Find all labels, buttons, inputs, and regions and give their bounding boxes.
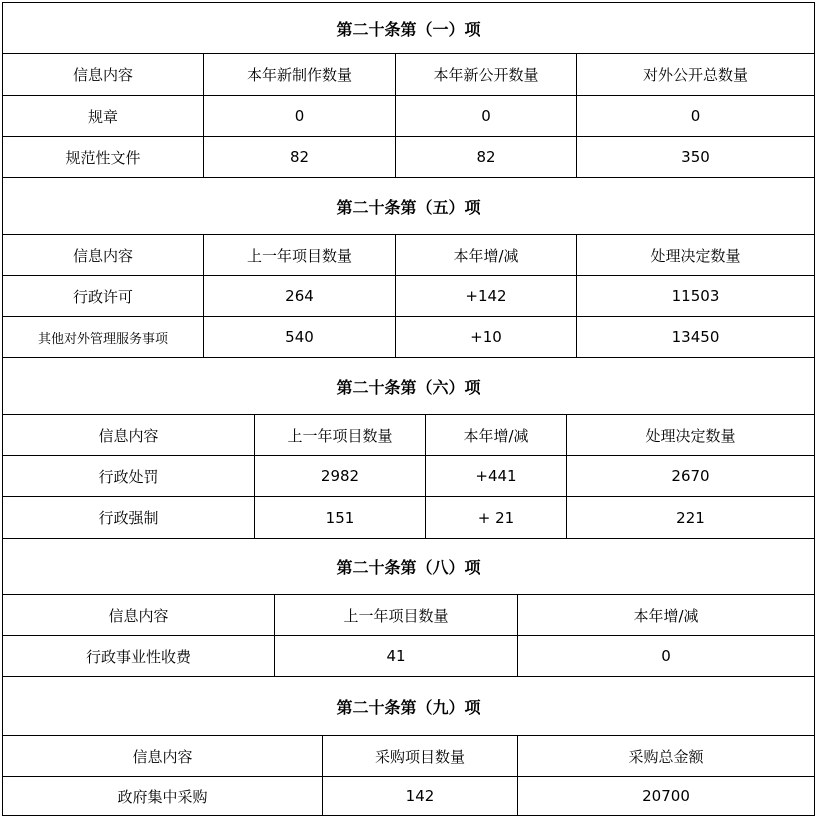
header-cell: 信息内容 [3, 736, 323, 776]
table-cell: 其他对外管理服务事项 [3, 317, 204, 357]
table-cell: 0 [204, 96, 396, 136]
table-cell: 2982 [255, 456, 426, 496]
table-cell: 行政强制 [3, 497, 255, 538]
table-cell: 540 [204, 317, 396, 357]
section-title: 第二十条第（八）项 [3, 539, 814, 595]
table-cell: +441 [426, 456, 567, 496]
header-cell: 本年新公开数量 [396, 54, 577, 95]
header-cell: 本年新制作数量 [204, 54, 396, 95]
header-cell: 信息内容 [3, 54, 204, 95]
section-title: 第二十条第（六）项 [3, 358, 814, 415]
header-cell: 本年增/减 [426, 415, 567, 455]
table-header-row [3, 595, 814, 636]
table-row [3, 456, 814, 497]
table-header-row [3, 235, 814, 276]
table-cell: 0 [690, 107, 701, 125]
table-row [3, 497, 814, 539]
disclosure-table [2, 2, 815, 816]
header-cell: 本年增/减 [633, 606, 699, 625]
table-cell: 142 [323, 777, 518, 815]
table-cell: 2670 [671, 467, 710, 485]
table-header-row [3, 736, 814, 777]
table-cell: +10 [396, 317, 577, 357]
header-cell: 本年增/减 [396, 235, 577, 275]
table-cell: 0 [661, 647, 671, 665]
table-cell: 221 [676, 508, 705, 527]
table-header-row [3, 415, 814, 456]
table-cell: 13450 [671, 328, 720, 346]
header-cell: 对外公开总数量 [642, 66, 748, 84]
table-cell: 规章 [3, 96, 204, 136]
table-cell: + 21 [426, 497, 567, 538]
header-cell: 上一年项目数量 [255, 415, 426, 455]
section-title: 第二十条第（一）项 [3, 3, 814, 54]
header-cell: 上一年项目数量 [204, 235, 396, 275]
header-cell: 上一年项目数量 [275, 595, 518, 635]
table-cell: 41 [275, 636, 518, 676]
table-cell: 11503 [671, 287, 720, 305]
header-cell: 处理决定数量 [645, 426, 736, 445]
header-cell: 信息内容 [3, 595, 275, 635]
table-row [3, 777, 814, 815]
table-cell: +142 [396, 276, 577, 316]
header-cell: 采购总金额 [628, 747, 704, 766]
table-cell: 82 [204, 137, 396, 177]
table-cell: 350 [681, 148, 710, 166]
header-cell: 信息内容 [3, 235, 204, 275]
table-row [3, 636, 814, 677]
table-cell: 0 [396, 96, 577, 136]
table-cell: 行政处罚 [3, 456, 255, 496]
header-cell: 处理决定数量 [650, 246, 741, 265]
table-row [3, 137, 814, 178]
table-cell: 政府集中采购 [3, 777, 323, 815]
table-cell: 规范性文件 [3, 137, 204, 177]
section-title: 第二十条第（五）项 [3, 178, 814, 235]
section-title: 第二十条第（九）项 [3, 677, 814, 736]
header-cell: 信息内容 [3, 415, 255, 455]
table-cell: 20700 [642, 787, 690, 805]
table-row [3, 96, 814, 137]
table-cell: 151 [255, 497, 426, 538]
table-cell: 264 [204, 276, 396, 316]
table-row [3, 317, 814, 358]
table-row [3, 276, 814, 317]
table-cell: 行政事业性收费 [3, 636, 275, 676]
table-cell: 行政许可 [3, 276, 204, 316]
table-cell: 82 [396, 137, 577, 177]
header-cell: 采购项目数量 [323, 736, 518, 776]
table-header-row [3, 54, 814, 96]
